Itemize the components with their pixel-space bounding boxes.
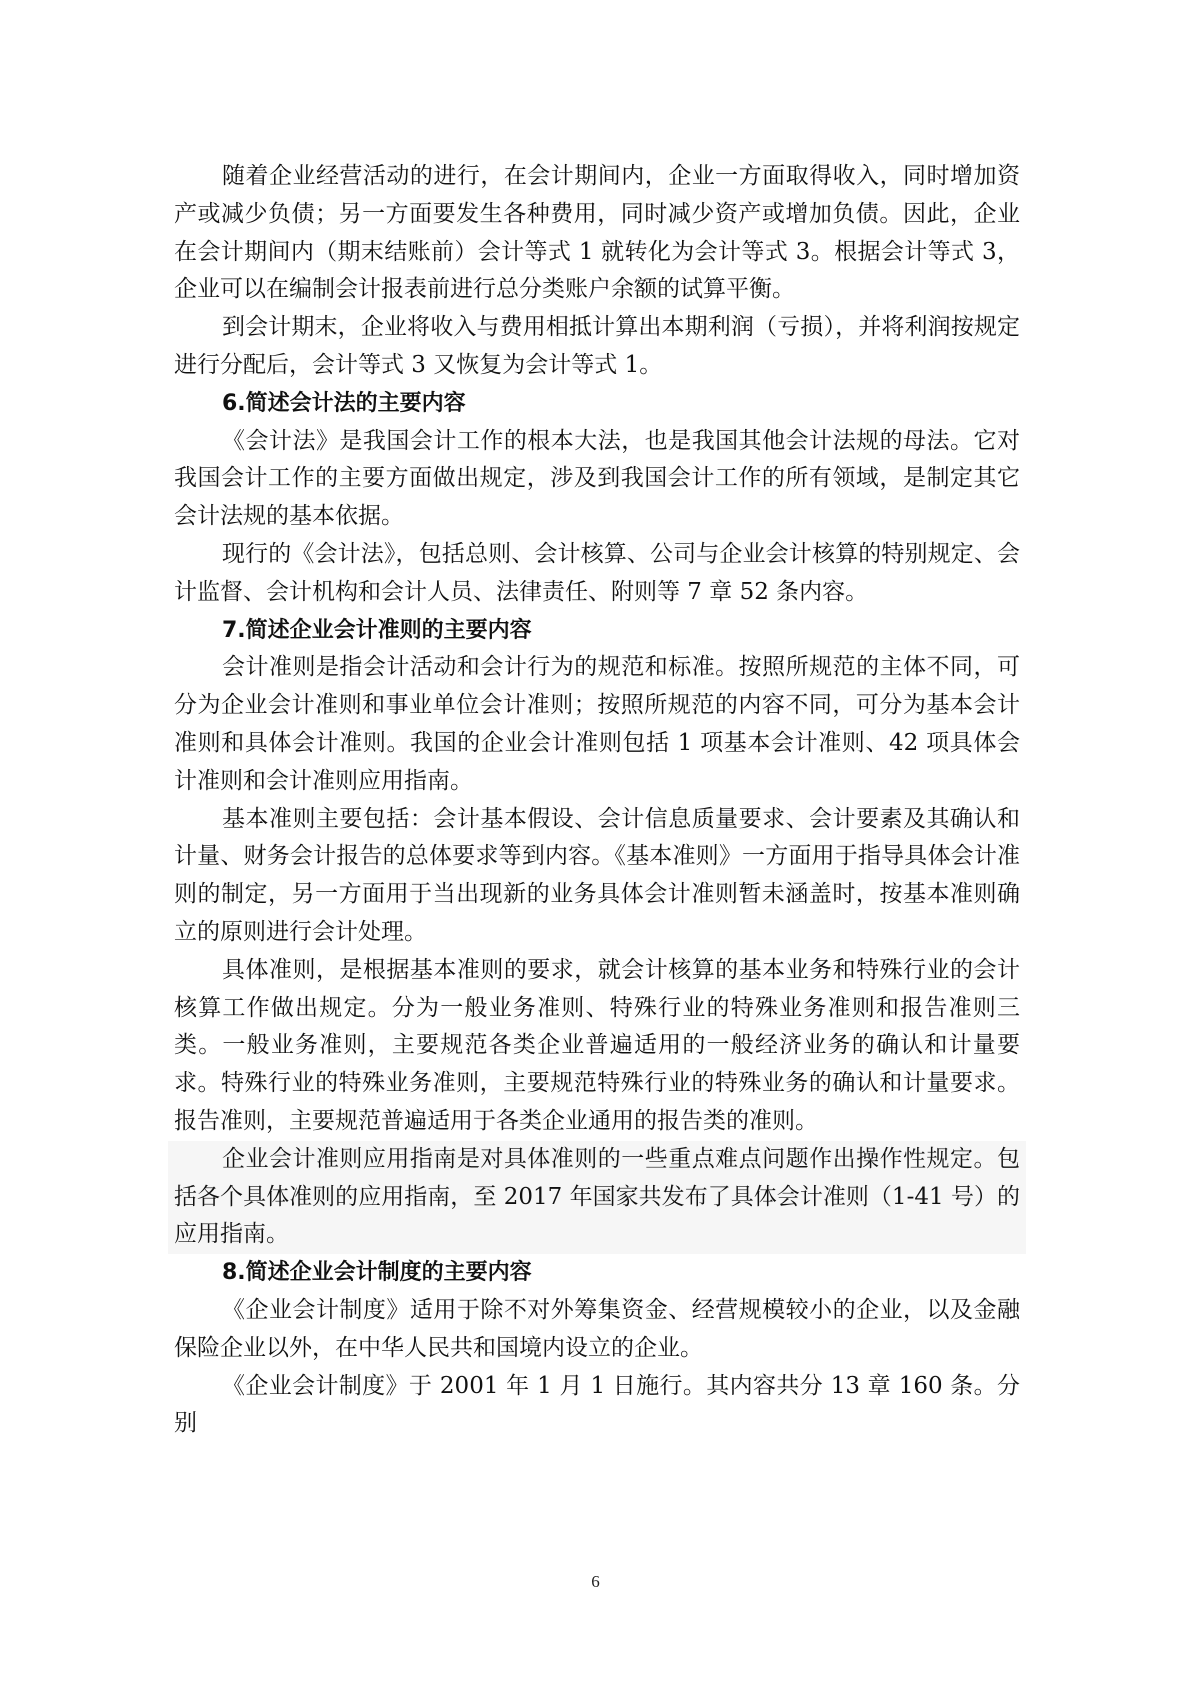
paragraph-period-end: 到会计期末，企业将收入与费用相抵计算出本期利润（亏损），并将利润按规定进行分配后，会计等式 3 又恢复为会计等式 1。 — [174, 314, 1020, 378]
paragraph-system-effective-date: 《企业会计制度》于 2001 年 1 月 1 日施行。其内容共分 13 章 160 条。分别 — [174, 1372, 1020, 1437]
page-body — [174, 158, 1020, 1443]
paragraph-basic-standards: 基本准则主要包括：会计基本假设、会计信息质量要求、会计要素及其确认和计量、财务会计报告的总体要求等到内容。《基本准则》一方面用于指导具体会计准则的制定，另一方面用于当出现新的业务具体会计准则暂未涵盖时，按基本准则确立的原则进行会计处理。 — [174, 805, 1020, 945]
paragraph-system-scope: 《企业会计制度》适用于除不对外筹集资金、经营规模较小的企业，以及金融保险企业以外，在中华人民共和国境内设立的企业。 — [174, 1296, 1020, 1361]
paragraph-standards-definition: 会计准则是指会计活动和会计行为的规范和标准。按照所规范的主体不同，可分为企业会计准则和事业单位会计准则；按照所规范的内容不同，可分为基本会计准则和具体会计准则。我国的企业会计准则包括 1 项基本会计准则、42 项具体会计准则和会计准则应用指南。 — [174, 654, 1020, 794]
paragraph-accounting-law-intro: 《会计法》是我国会计工作的根本大法，也是我国其他会计法规的母法。它对我国会计工作的主要方面做出规定，涉及到我国会计工作的所有领域，是制定其它会计法规的基本依据。 — [174, 427, 1020, 530]
page-number: 6 — [591, 1572, 600, 1591]
section-heading-8: 8.简述企业会计制度的主要内容 — [222, 1260, 532, 1286]
paragraph-equation-conversion: 随着企业经营活动的进行，在会计期间内，企业一方面取得收入，同时增加资产或减少负债；另一方面要发生各种费用，同时减少资产或增加负债。因此，企业在会计期间内（期末结账前）会计等式 1 就转化为会计等式 3。根据会计等式 3，企业可以在编制会计报表前进行总分类账户余额的试算平衡。 — [174, 163, 1020, 303]
paragraph-accounting-law-chapters: 现行的《会计法》，包括总则、会计核算、公司与企业会计核算的特别规定、会计监督、会计机构和会计人员、法律责任、附则等 7 章 52 条内容。 — [174, 540, 1020, 605]
section-heading-7: 7.简述企业会计准则的主要内容 — [222, 617, 532, 643]
paragraph-application-guide: 企业会计准则应用指南是对具体准则的一些重点难点问题作出操作性规定。包括各个具体准则的应用指南，至 2017 年国家共发布了具体会计准则（1-41 号）的应用指南。 — [168, 1141, 1026, 1254]
paragraph-specific-standards: 具体准则，是根据基本准则的要求，就会计核算的基本业务和特殊行业的会计核算工作做出规定。分为一般业务准则、特殊行业的特殊业务准则和报告准则三类。一般业务准则，主要规范各类企业普遍适用的一般经济业务的确认和计量要求。特殊行业的特殊业务准则，主要规范特殊行业的特殊业务的确认和计量要求。报告准则，主要规范普遍适用于各类企业通用的报告类的准则。 — [174, 956, 1020, 1134]
section-heading-6: 6.简述会计法的主要内容 — [222, 390, 466, 416]
